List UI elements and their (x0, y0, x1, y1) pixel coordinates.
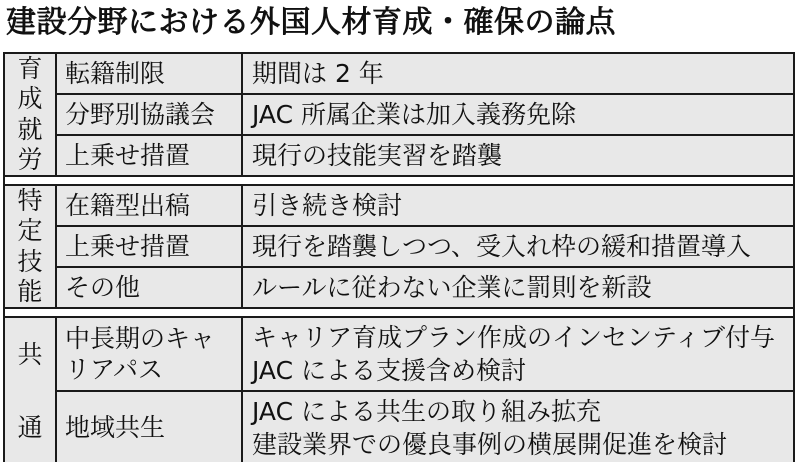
detail-line: 建設業界での優良事例の横展開促進を検討 (252, 429, 728, 459)
item-text: 分野別協議会 (65, 99, 216, 129)
detail-line: 現行を踏襲しつつ、受入れ枠の緩和措置導入 (252, 231, 752, 261)
detail-line: キャリア育成プラン作成のインセンティブ付与 (252, 322, 776, 352)
table-row (57, 318, 793, 390)
detail-line: JAC による支援含め検討 (252, 355, 526, 385)
detail-line: ルールに従わない企業に罰則を新設 (252, 272, 652, 302)
row-detail (243, 318, 793, 390)
item-text: 上乗せ措置 (65, 140, 191, 170)
group-ikusei-shuro (5, 54, 793, 177)
detail-line: 引き続き検討 (252, 190, 403, 220)
group-label-char: 共 (17, 339, 43, 369)
group-label-char: 成 (17, 84, 43, 114)
group-rows (57, 186, 793, 307)
row-detail (243, 186, 793, 225)
item-text: 転籍制限 (65, 58, 166, 88)
group-label-char: 育 (17, 54, 43, 84)
group-label-char: 就 (17, 114, 43, 144)
item-text: 地域共生 (65, 413, 166, 442)
row-item-label (57, 392, 243, 462)
row-item-label (57, 318, 243, 390)
group-label-kyotsu (5, 318, 57, 462)
detail-line: JAC による共生の取り組み拡充 (252, 396, 602, 426)
item-text: 在籍型出稿 (65, 190, 191, 220)
table-row (57, 186, 793, 225)
table-row (57, 390, 793, 462)
group-label-char: 技 (17, 246, 43, 276)
group-rows (57, 54, 793, 175)
item-text: その他 (65, 272, 141, 302)
detail-line: JAC 所属企業は加入義務免除 (252, 99, 577, 129)
row-item-label (57, 136, 243, 175)
row-item-label (57, 54, 243, 93)
group-label-tokutei-gino (5, 186, 57, 307)
table-row (57, 266, 793, 307)
row-item-label (57, 186, 243, 225)
group-label-char: 特 (17, 186, 43, 216)
table-row (57, 134, 793, 175)
row-detail (243, 392, 793, 462)
row-detail (243, 227, 793, 266)
detail-line: 現行の技能実習を踏襲 (252, 140, 503, 170)
detail-line: 期間は 2 年 (252, 58, 384, 88)
row-item-label (57, 268, 243, 307)
page-title: 建設分野における外国人材育成・確保の論点 (6, 5, 616, 40)
item-text: 中長期のキャリアパス (65, 323, 216, 384)
table-row (57, 225, 793, 266)
row-detail (243, 136, 793, 175)
group-kyotsu (5, 316, 793, 462)
group-label-char: 定 (17, 216, 43, 246)
row-item-label (57, 227, 243, 266)
group-rows (57, 318, 793, 462)
group-label-char: 通 (17, 412, 43, 442)
topics-table (3, 52, 795, 462)
table-row (57, 93, 793, 134)
group-label-char: 労 (17, 144, 43, 174)
table-row (57, 54, 793, 93)
group-label-char: 能 (17, 276, 43, 306)
row-item-label (57, 95, 243, 134)
item-text: 上乗せ措置 (65, 231, 191, 261)
group-label-ikusei-shuro (5, 54, 57, 175)
row-detail (243, 54, 793, 93)
group-tokutei-gino (5, 184, 793, 309)
row-detail (243, 268, 793, 307)
row-detail (243, 95, 793, 134)
